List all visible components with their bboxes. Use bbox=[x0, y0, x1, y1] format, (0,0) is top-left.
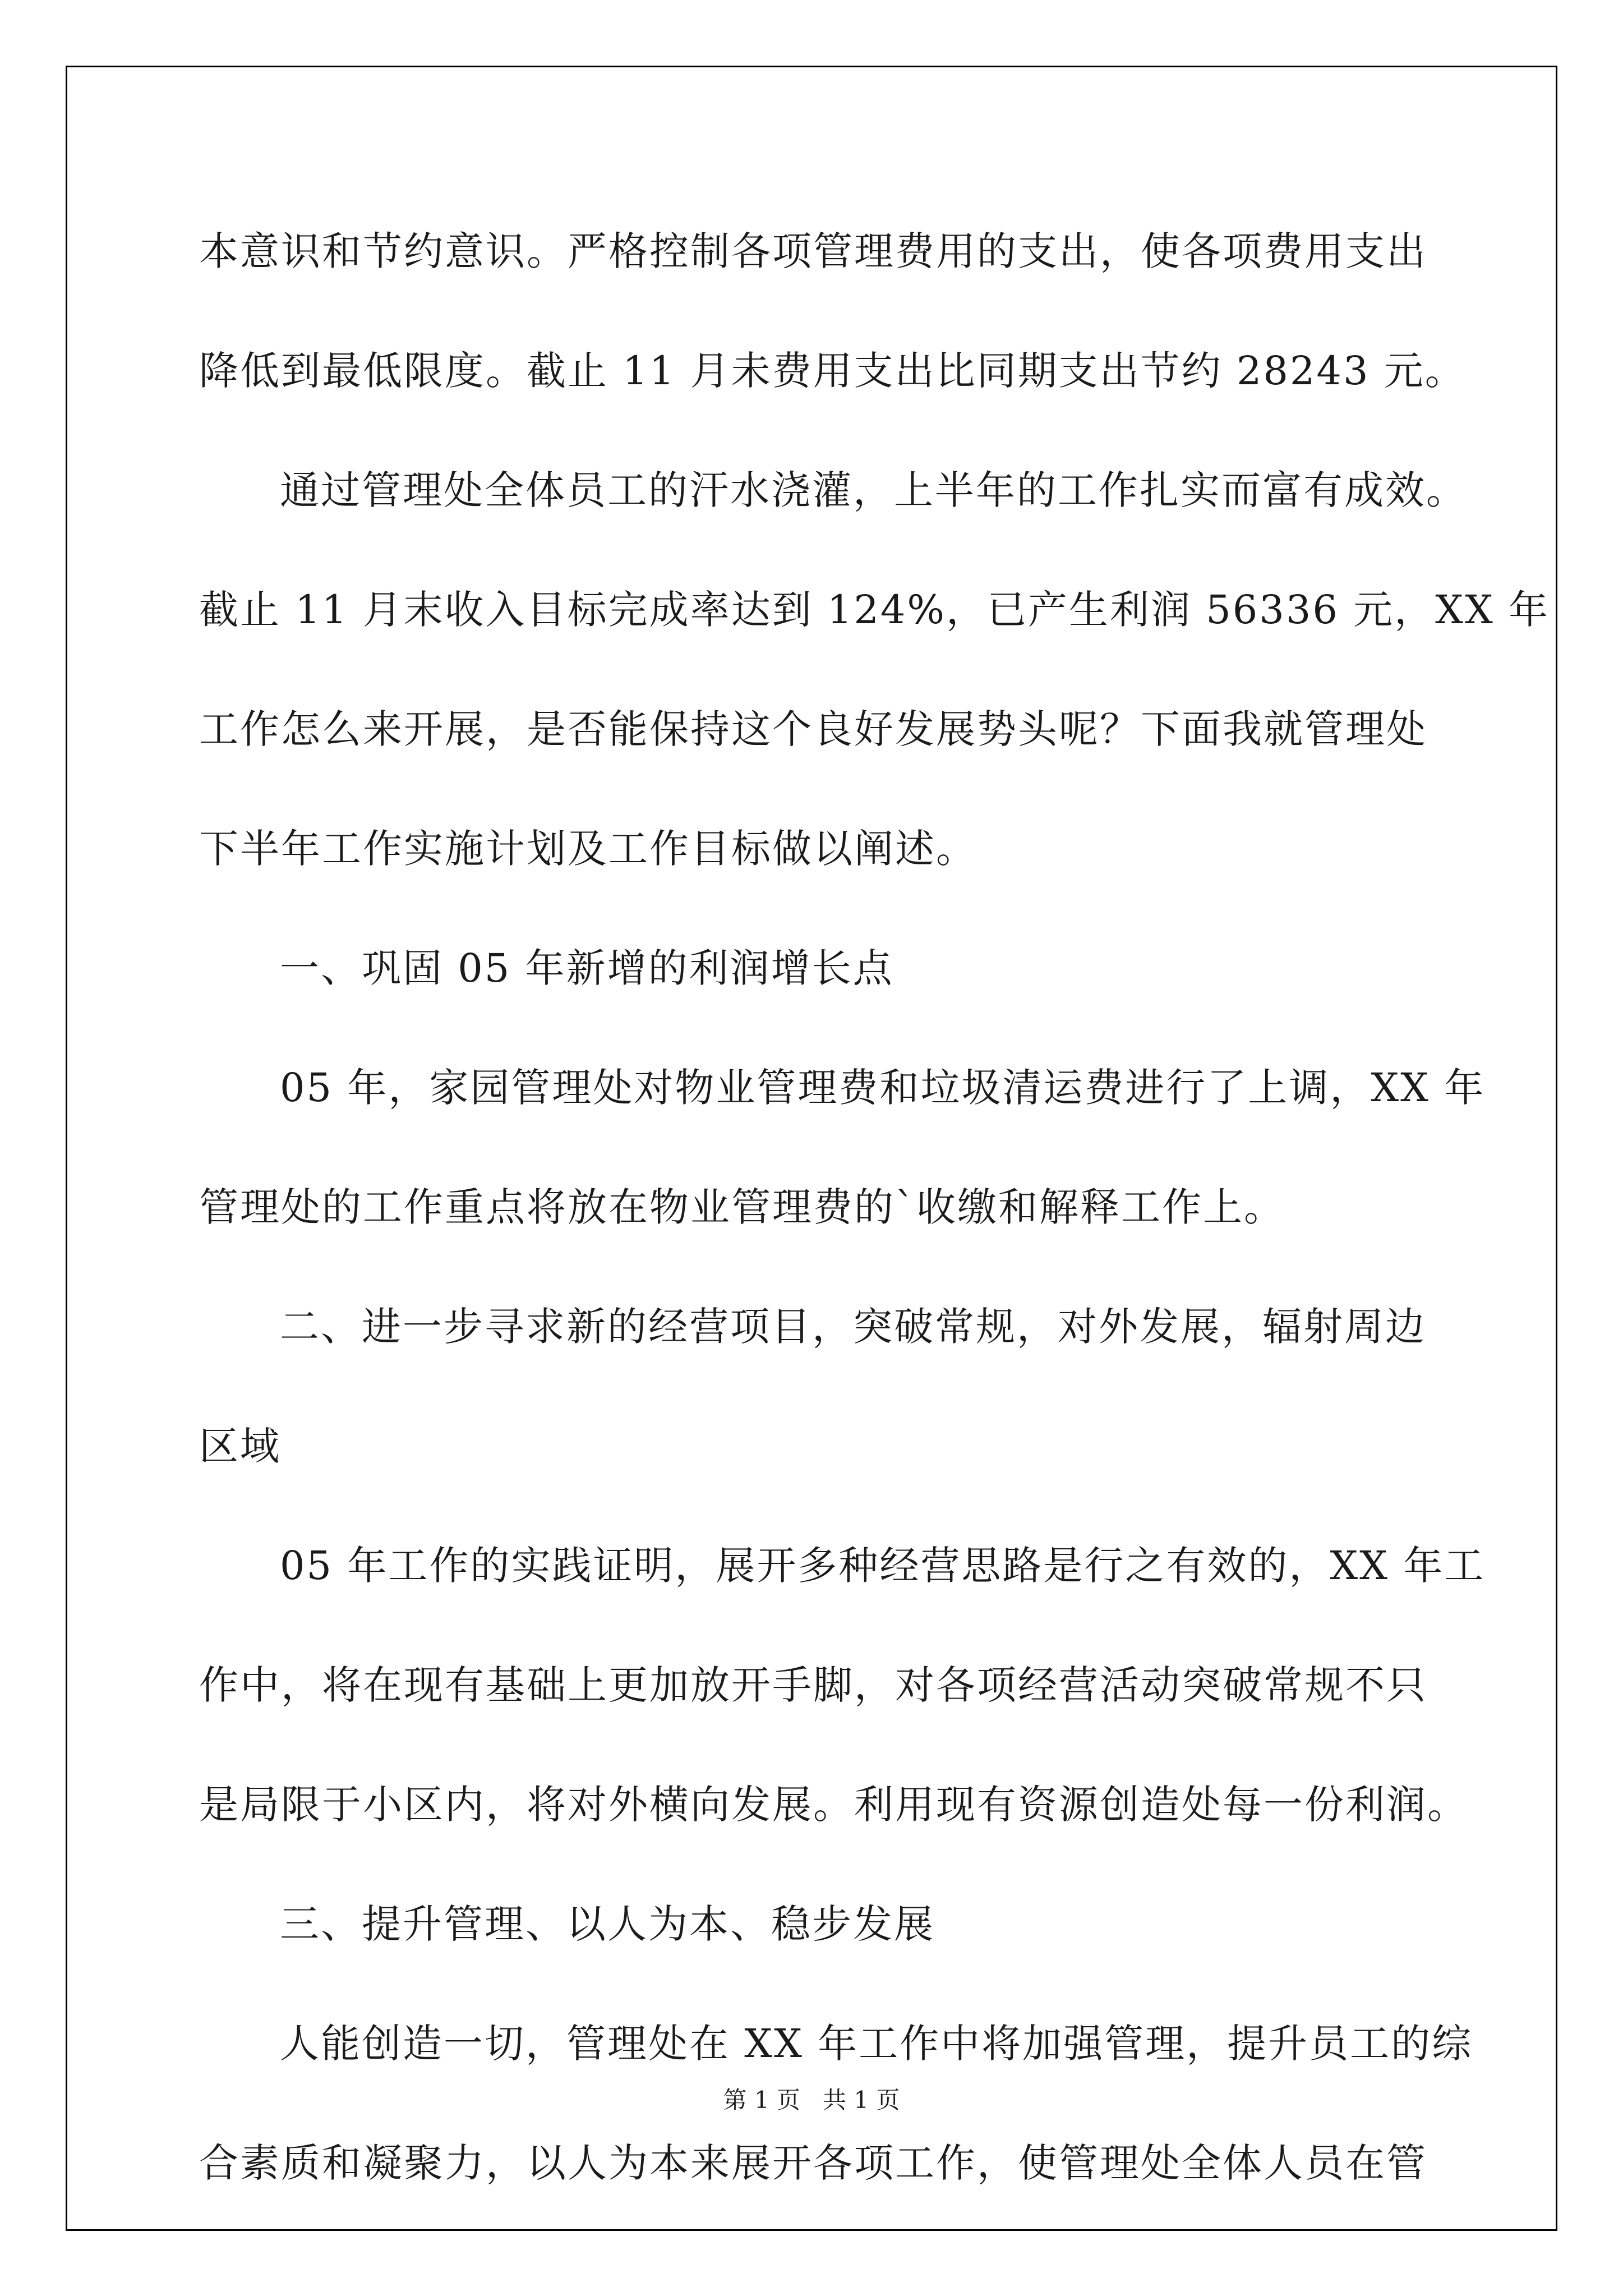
section-heading-2-continued: 区域 bbox=[199, 1423, 281, 1469]
section-heading-1: 一、巩固 05 年新增的利润增长点 bbox=[280, 945, 894, 991]
paragraph-start: 通过管理处全体员工的汗水浇灌，上半年的工作扎实而富有成效。 bbox=[280, 467, 1467, 513]
section-heading-3: 三、提升管理、以人为本、稳步发展 bbox=[280, 1901, 935, 1947]
paragraph-start: 05 年工作的实践证明，展开多种经营思路是行之有效的，XX 年工 bbox=[280, 1543, 1486, 1589]
paragraph-start: 05 年，家园管理处对物业管理费和垃圾清运费进行了上调，XX 年 bbox=[280, 1065, 1486, 1111]
paragraph-start: 人能创造一切，管理处在 XX 年工作中将加强管理，提升员工的综 bbox=[280, 2021, 1473, 2067]
text-line: 下半年工作实施计划及工作目标做以阐述。 bbox=[199, 826, 977, 872]
text-line: 截止 11 月末收入目标完成率达到 124%，已产生利润 56336 元，XX 年 bbox=[199, 587, 1550, 633]
text-line: 是局限于小区内，将对外横向发展。利用现有资源创造处每一份利润。 bbox=[199, 1782, 1468, 1828]
text-line: 降低到最低限度。截止 11 月未费用支出比同期支出节约 28243 元。 bbox=[199, 348, 1466, 394]
text-line: 工作怎么来开展，是否能保持这个良好发展势头呢？下面我就管理处 bbox=[199, 706, 1427, 752]
text-line: 合素质和凝聚力，以人为本来展开各项工作，使管理处全体人员在管 bbox=[199, 2140, 1427, 2186]
page-number-footer: 第 1 页 共 1 页 bbox=[723, 2086, 900, 2114]
document-body bbox=[199, 219, 1550, 2250]
text-line: 管理处的工作重点将放在物业管理费的`收缴和解释工作上。 bbox=[199, 1184, 1285, 1230]
text-line: 本意识和节约意识。严格控制各项管理费用的支出，使各项费用支出 bbox=[199, 228, 1427, 274]
section-heading-2: 二、进一步寻求新的经营项目，突破常规，对外发展，辐射周边 bbox=[280, 1304, 1426, 1350]
text-line: 作中，将在现有基础上更加放开手脚，对各项经营活动突破常规不只 bbox=[199, 1662, 1427, 1708]
